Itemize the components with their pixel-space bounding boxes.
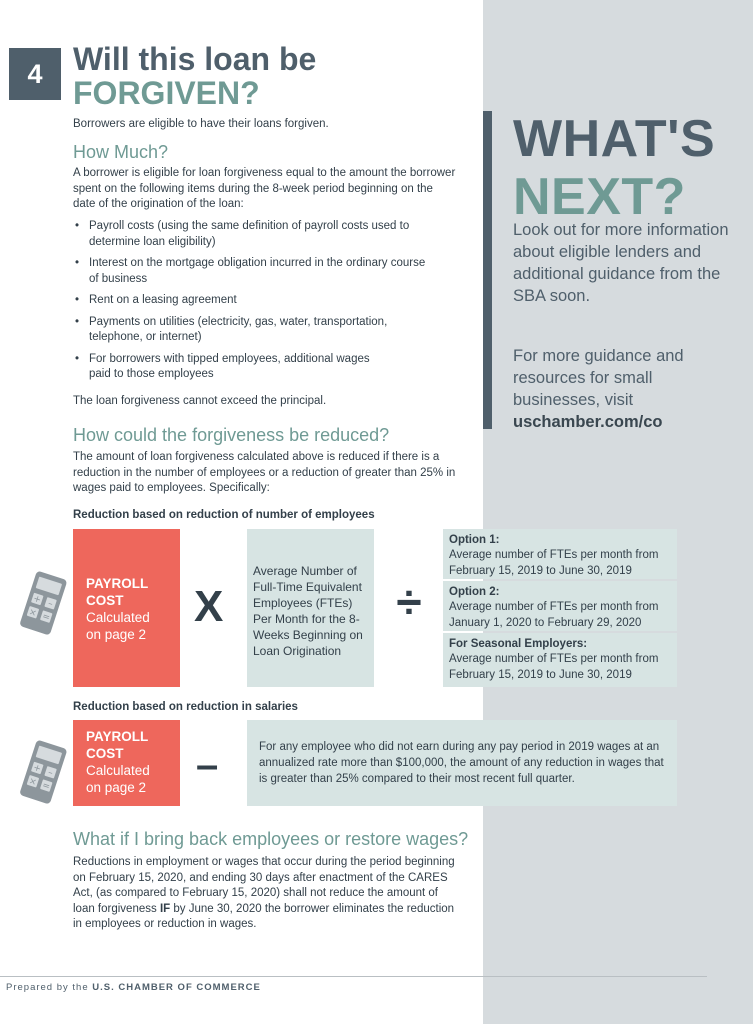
sidebar-paragraph-2: [513, 345, 743, 433]
option-1-content: [449, 533, 675, 579]
svg-text:–: –: [46, 598, 54, 610]
formula1-label: Reduction based on reduction of number of employees: [73, 509, 375, 521]
footer: [6, 982, 261, 993]
list-item: • Rent on a leasing agreement: [73, 293, 448, 309]
option-1-title: Option 1:: [449, 534, 500, 546]
how-much-heading: How Much?: [73, 142, 169, 162]
reduced-text: The amount of loan forgiveness calculated above is reduced if there is a reduction in the number of employees or a reduction of greater than 25% in wages paid to employees. Specifically:: [73, 451, 456, 494]
bring-back-text-before: Reductions in employment or wages that occur during the period beginning on February 15, 2020, and ending 30 days after enactment of the CARES Act, (as compared to February 15, 2020) shall not reduce the amount of loan forgiveness: [73, 856, 455, 915]
option-seasonal-text: Average number of FTEs per month from February 15, 2019 to June 30, 2019: [449, 653, 659, 681]
option-box-2: [443, 581, 677, 631]
sidebar-title-line2: NEXT?: [513, 168, 686, 226]
sidebar-paragraph-2-text: For more guidance and resources for small businesses, visit: [513, 347, 684, 409]
option-2-text: Average number of FTEs per month from January 1, 2020 to February 29, 2020: [449, 601, 659, 629]
formula2-label: Reduction based on reduction in salaries: [73, 701, 298, 713]
option-1-text: Average number of FTEs per month from February 15, 2019 to June 30, 2019: [449, 549, 659, 577]
footer-org: U.S. CHAMBER OF COMMERCE: [92, 982, 261, 993]
svg-text:=: =: [40, 780, 52, 793]
svg-text:×: ×: [27, 776, 38, 789]
option-box-seasonal: [443, 633, 677, 687]
footer-prefix: Prepared by the: [6, 982, 89, 993]
payroll-calculated-text: Calculated: [86, 610, 150, 625]
footer-divider: [0, 976, 707, 977]
reduced-heading: How could the forgiveness be reduced?: [73, 425, 390, 445]
list-item: • Payroll costs (using the same definition of payroll costs used to determine loan eligibility): [73, 219, 448, 250]
payroll-page-ref: on page 2: [86, 627, 147, 642]
list-item: • Interest on the mortgage obligation incurred in the ordinary course of business: [73, 256, 448, 287]
fte-text: Average Number of Full-Time Equivalent Employees (FTEs) Per Month for the 8-Weeks Beginning on Loan Origination: [253, 564, 363, 658]
calculator-icon: [17, 568, 69, 640]
option-2-content: [449, 585, 675, 631]
intro-text: Borrowers are eligible to have their loans forgiven.: [73, 118, 329, 130]
minus-sign: –: [196, 743, 219, 787]
bring-back-text-after: by June 30, 2020 the borrower eliminates the reduction in employees or reduction in wages.: [73, 902, 455, 930]
section-number-badge: 4: [9, 48, 61, 100]
payroll-cost-label: PAYROLL: [86, 576, 149, 591]
svg-text:+: +: [31, 763, 43, 775]
payroll-cost-box-2: [73, 720, 180, 806]
how-much-bullet-list: [73, 219, 448, 389]
payroll-calculated-text: Calculated: [86, 763, 150, 778]
page-title: [73, 42, 316, 110]
salary-reduction-box: [247, 720, 677, 806]
payroll-cost-box-1: [73, 529, 180, 687]
sidebar-paragraph-1: Look out for more information about eligible lenders and additional guidance from the SBA soon.: [513, 221, 729, 305]
sidebar-title: [513, 110, 715, 226]
option-seasonal-title: For Seasonal Employers:: [449, 638, 588, 650]
bring-back-if: IF: [159, 902, 171, 915]
page-title-line2: FORGIVEN?: [73, 75, 260, 111]
payroll-cost-label-2: COST: [86, 746, 124, 761]
principal-note: The loan forgiveness cannot exceed the principal.: [73, 395, 327, 407]
page-title-line1: Will this loan be: [73, 41, 317, 77]
svg-text:×: ×: [27, 607, 38, 620]
list-item: • For borrowers with tipped employees, additional wages paid to those employees: [73, 352, 448, 383]
multiply-sign: X: [194, 582, 224, 631]
fte-box: [247, 529, 374, 687]
option-box-1: [443, 529, 677, 579]
divide-sign: ÷: [396, 576, 422, 628]
payroll-cost-label: PAYROLL: [86, 729, 149, 744]
uschamber-link[interactable]: uschamber.com/co: [513, 413, 663, 431]
bring-back-text: [73, 855, 458, 933]
svg-text:=: =: [40, 611, 52, 624]
salary-reduction-text: For any employee who did not earn during any pay period in 2019 wages at an annualized rate more than $100,000, the amount of any reduction in wages that is greater than 25% compared to their most recent full quarter.: [259, 741, 664, 785]
sidebar-accent-bar: [483, 111, 492, 429]
payroll-cost-label-2: COST: [86, 593, 124, 608]
calculator-icon: [17, 737, 69, 809]
list-item: • Payments on utilities (electricity, gas, water, transportation, telephone, or internet): [73, 315, 448, 346]
option-seasonal-content: [449, 637, 675, 683]
how-much-text: A borrower is eligible for loan forgiveness equal to the amount the borrower spent on the following items during the 8-week period beginning on the date of the origination of the loan:: [73, 167, 456, 210]
svg-text:–: –: [46, 767, 54, 779]
svg-text:+: +: [31, 594, 43, 606]
sidebar-title-line1: WHAT'S: [513, 110, 716, 168]
option-2-title: Option 2:: [449, 586, 500, 598]
payroll-page-ref: on page 2: [86, 780, 147, 795]
bring-back-heading: What if I bring back employees or restore wages?: [73, 829, 469, 849]
